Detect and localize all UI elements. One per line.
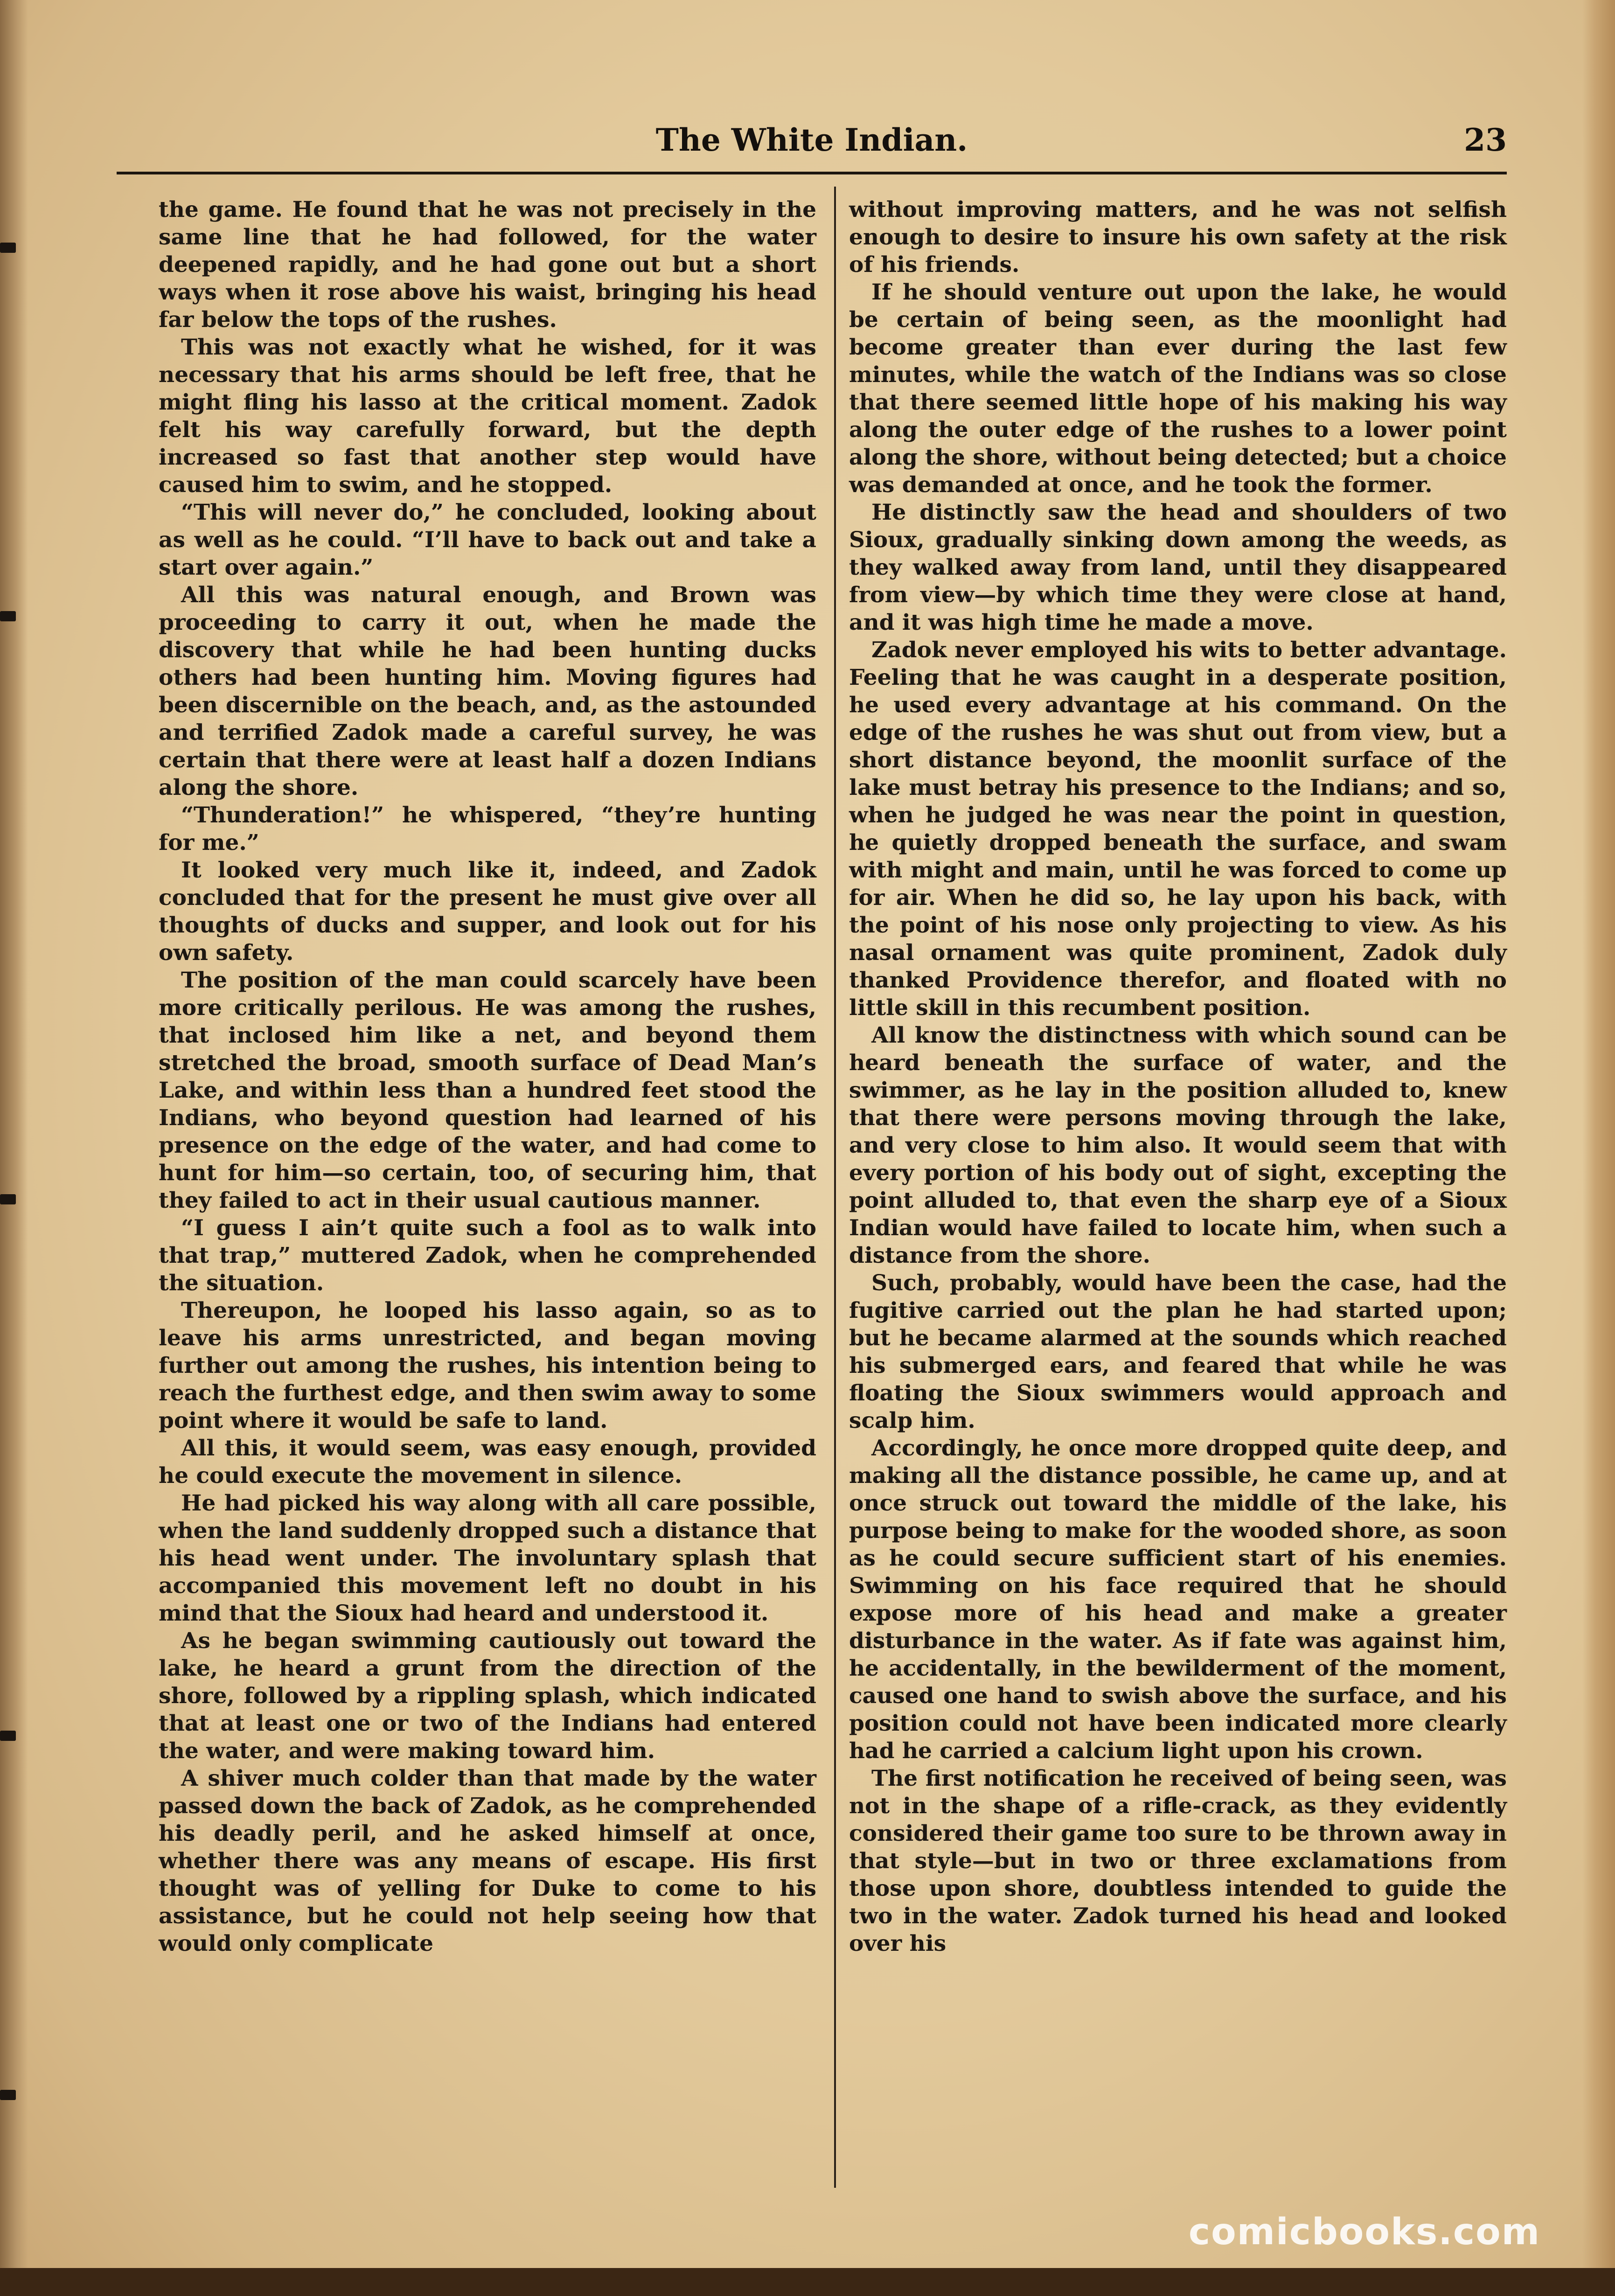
binding-mark (0, 243, 16, 253)
paragraph: the game. He found that he was not precisely in the same line that he had followed, for the water deepened rapidly, and he had gone out but a short ways when it rose above his waist, bringing his head far below the tops of the rushes. (159, 197, 816, 333)
paragraph: “Thunderation!” he whispered, “they’re hunting for me.” (159, 802, 816, 856)
page-spine (0, 0, 28, 2296)
paragraph: He distinctly saw the head and shoulders of two Sioux, gradually sinking down among the weeds, as they walked away from land, until they disappeared from view—by which time they were close at hand, and it was high time he made a move. (849, 500, 1507, 635)
paragraph: This was not exactly what he wished, for it was necessary that his arms should be left free, that he might fling his lasso at the critical moment. Zadok felt his way carefully forward, but the depth increased so fast that another step would have caused him to swim, and he stopped. (159, 334, 816, 498)
header-rule (117, 172, 1507, 174)
paragraph: Thereupon, he looped his lasso again, so as to leave his arms unrestricted, and began moving further out among the rushes, his intention being to reach the furthest edge, and then swim away to some point where it would be safe to land. (159, 1298, 816, 1433)
paragraph: All this was natural enough, and Brown was proceeding to carry it out, when he made the discovery that while he had been hunting ducks others had been hunting him. Moving figures had been discernible on the beach, and, as the astounded and terrified Zadok made a careful survey, he was certain that there were at least half a dozen Indians along the shore. (159, 582, 816, 800)
paragraph: “This will never do,” he concluded, looking about as well as he could. “I’ll have to back out and take a start over again.” (159, 500, 816, 580)
paragraph: “I guess I ain’t quite such a fool as to walk into that trap,” muttered Zadok, when he comprehended the situation. (159, 1215, 816, 1296)
paragraph: Such, probably, would have been the case, had the fugitive carried out the plan he had started upon; but he became alarmed at the sounds which reached his submerged ears, and feared that while he was floating the Sioux swimmers would approach and scalp him. (849, 1270, 1507, 1433)
paragraph: All this, it would seem, was easy enough, provided he could execute the movement in silence. (159, 1435, 816, 1489)
paragraph: It looked very much like it, indeed, and Zadok concluded that for the present he must give over all thoughts of ducks and supper, and look out for his own safety. (159, 857, 816, 966)
column-divider (834, 187, 836, 2188)
binding-mark (0, 1194, 16, 1204)
page-number: 23 (1464, 122, 1507, 158)
paragraph: without improving matters, and he was not selfish enough to desire to insure his own safety at the risk of his friends. (849, 197, 1507, 278)
paragraph: All know the distinctness with which sound can be heard beneath the surface of water, and the swimmer, as he lay in the position alluded to, knew that there were persons moving through the lake, and very close to him also. It would seem that with every portion of his body out of sight, excepting the point alluded to, that even the sharp eye of a Sioux Indian would have failed to locate him, when such a distance from the shore. (849, 1023, 1507, 1268)
paragraph: As he began swimming cautiously out toward the lake, he heard a grunt from the direction of the shore, followed by a rippling splash, which indicated that at least one or two of the Indians had entered the water, and were making toward him. (159, 1628, 816, 1764)
paragraph: The position of the man could scarcely have been more critically perilous. He was among the rushes, that inclosed him like a net, and beyond them stretched the broad, smooth surface of Dead Man’s Lake, and within less than a hundred feet stood the Indians, who beyond question had learned of his presence on the edge of the water, and had come to hunt for him—so certain, too, of securing him, that they failed to act in their usual cautious manner. (159, 967, 816, 1213)
binding-mark (0, 2090, 16, 2100)
paragraph: If he should venture out upon the lake, he would be certain of being seen, as the moonlight had become greater than ever during the last few minutes, while the watch of the Indians was so close that there seemed little hope of his making his way along the outer edge of the rushes to a lower point along the shore, without being detected; but a choice was demanded at once, and he took the former. (849, 279, 1507, 498)
paragraph: He had picked his way along with all care possible, when the land suddenly dropped such a distance that his head went under. The involuntary splash that accompanied this movement left no doubt in his mind that the Sioux had heard and understood it. (159, 1490, 816, 1626)
page-bottom-edge (0, 2268, 1615, 2296)
watermark: comicbooks.com (1188, 2211, 1540, 2253)
paragraph: The first notification he received of being seen, was not in the shape of a rifle-crack, as they evidently considered their game too sure to be thrown away in that style—but in two or three exclamations from those upon shore, doubtless intended to guide the two in the water. Zadok turned his head and looked over his (849, 1766, 1507, 1956)
binding-mark (0, 1731, 16, 1741)
page-edge (1582, 0, 1615, 2296)
binding-mark (0, 611, 16, 621)
paragraph: Zadok never employed his wits to better advantage. Feeling that he was caught in a desperate position, he used every advantage at his command. On the edge of the rushes he was shut out from view, but a short distance beyond, the moonlit surface of the lake must betray his presence to the Indians; and so, when he judged he was near the point in question, he quietly dropped beneath the surface, and swam with might and main, until he was forced to come up for air. When he did so, he lay upon his back, with the point of his nose only projecting to view. As his nasal ornament was quite prominent, Zadok duly thanked Providence therefor, and floated with no little skill in this recumbent position. (849, 637, 1507, 1021)
paragraph: A shiver much colder than that made by the water passed down the back of Zadok, as he comprehended his deadly peril, and he asked himself at once, whether there was any means of escape. His first thought was of yelling for Duke to come to his assistance, but he could not help seeing how that would only complicate (159, 1766, 816, 1956)
paragraph: Accordingly, he once more dropped quite deep, and making all the distance possible, he came up, and at once struck out toward the middle of the lake, his purpose being to make for the wooded shore, as soon as he could secure sufficient start of his enemies. Swimming on his face required that he should expose more of his head and make a greater disturbance in the water. As if fate was against him, he accidentally, in the bewilderment of the moment, caused one hand to swish above the surface, and his position could not have been indicated more clearly had he carried a calcium light upon his crown. (849, 1435, 1507, 1764)
left-column (159, 196, 816, 2188)
right-column (849, 196, 1507, 2188)
running-header (117, 117, 1507, 163)
page-title: The White Indian. (655, 122, 968, 158)
